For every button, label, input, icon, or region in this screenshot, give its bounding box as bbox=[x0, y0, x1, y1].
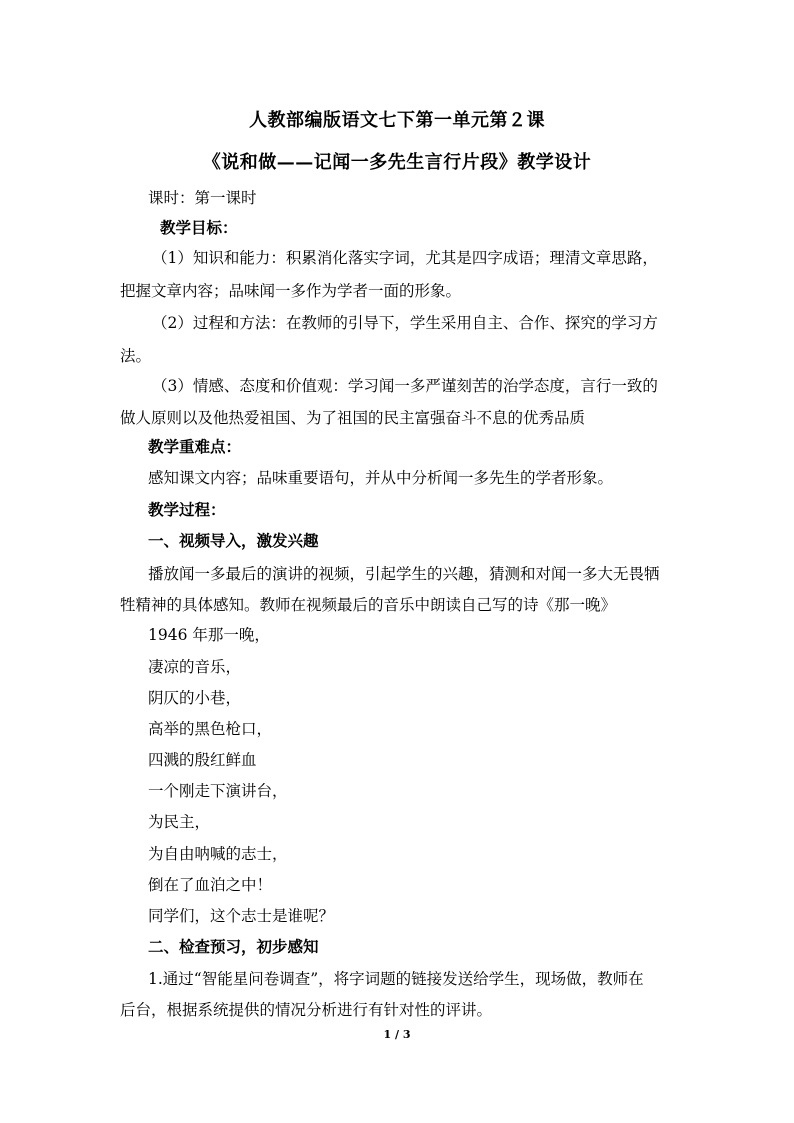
keypoints-text: 感知课文内容；品味重要语句，并从中分析闻一多先生的学者形象。 bbox=[148, 469, 614, 487]
goal-2-line-1: （2）过程和方法：在教师的引导下，学生采用自主、合作、探究的学习方 bbox=[152, 314, 658, 332]
section-2-heading: 二、检查预习，初步感知 bbox=[148, 937, 319, 956]
poem-line: 为自由呐喊的志士， bbox=[148, 845, 288, 863]
poem-line: 一个刚走下演讲台， bbox=[148, 782, 288, 800]
goal-2-line-2: 法。 bbox=[120, 347, 152, 365]
process-heading: 教学过程： bbox=[148, 500, 226, 519]
goal-3-line-2: 做人原则以及他热爱祖国、为了祖国的民主富强奋斗不息的优秀品质 bbox=[120, 409, 586, 427]
poem-line: 凄凉的音乐， bbox=[148, 658, 242, 676]
poem-line: 阴仄的小巷， bbox=[148, 689, 242, 707]
question-text: 同学们，这个志士是谁呢？ bbox=[148, 907, 335, 925]
document-title: 人教部编版语文七下第一单元第２课 bbox=[249, 110, 545, 131]
class-hour: 课时：第一课时 bbox=[148, 189, 257, 207]
poem-line: 高举的黑色枪口， bbox=[148, 720, 273, 738]
page-number: 1 / 3 bbox=[383, 1028, 411, 1041]
goal-3-line-1: （3）情感、态度和价值观：学习闻一多严谨刻苦的治学态度，言行一致的 bbox=[152, 377, 658, 395]
section-1-para-line-1: 播放闻一多最后的演讲的视频，引起学生的兴趣，猜测和对闻一多大无畏牺 bbox=[148, 565, 660, 583]
goals-heading: 教学目标： bbox=[160, 218, 238, 237]
document-subtitle: 《说和做——记闻一多先生言行片段》教学设计 bbox=[202, 152, 592, 173]
section-2-line-1: 1.通过“智能星问卷调查”，将字词题的链接发送给学生，现场做，教师在 bbox=[148, 970, 644, 988]
section-2-line-2: 后台，根据系统提供的情况分析进行有针对性的评讲。 bbox=[120, 1001, 493, 1019]
poem-line: 为民主， bbox=[148, 813, 211, 831]
poem-line: 倒在了血泊之中！ bbox=[148, 876, 273, 894]
poem-line: 1946 年那一晚， bbox=[148, 626, 270, 644]
section-1-para-line-2: 牲精神的具体感知。教师在视频最后的音乐中朗读自己写的诗《那一晚》 bbox=[120, 596, 617, 614]
goal-1-line-1: （1）知识和能力：积累消化落实字词，尤其是四字成语；理清文章思路， bbox=[152, 249, 658, 267]
keypoints-heading: 教学重难点： bbox=[148, 437, 242, 456]
goal-1-line-2: 把握文章内容；品味闻一多作为学者一面的形象。 bbox=[120, 282, 462, 300]
poem-line: 四溅的殷红鲜血 bbox=[148, 751, 257, 769]
section-1-heading: 一、视频导入，激发兴趣 bbox=[148, 531, 319, 550]
